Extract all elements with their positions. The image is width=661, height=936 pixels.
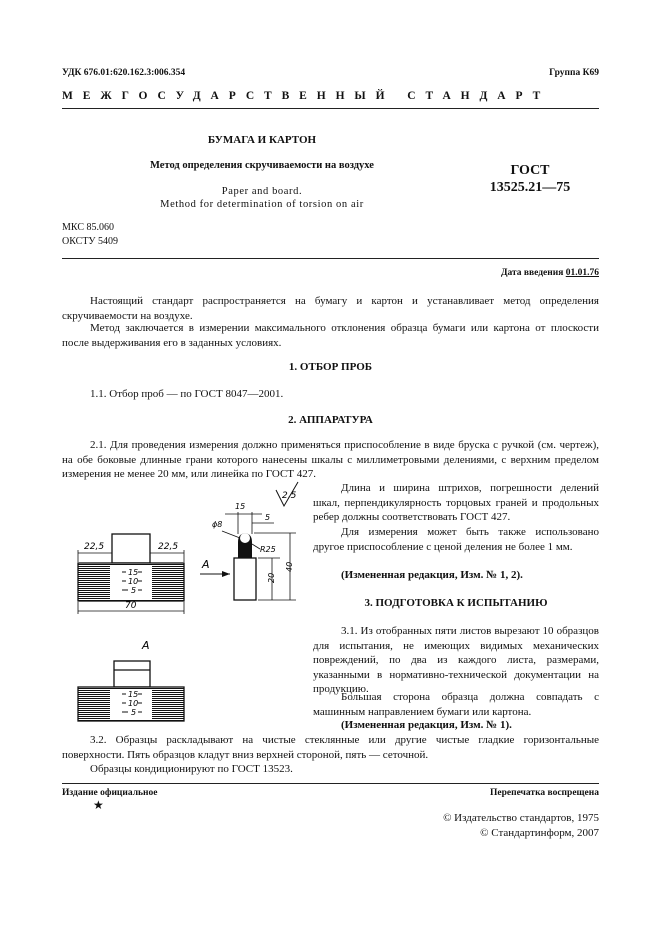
- clause-3-2: 3.2. Образцы раскладывают на чистые стеклянные или другие чистые гладкие горизонтальные поверхности. Пять образцов кладут вниз верхней стороной, пять — сеточной.: [62, 734, 599, 761]
- change-note-section-2: (Измененная редакция, Изм. № 1, 2).: [341, 569, 523, 581]
- doc-subtitle: Метод определения скручиваемости на воздухе: [150, 160, 374, 171]
- star-icon: ★: [93, 798, 104, 812]
- udk-code: УДК 676.01:620.162.3:006.354: [62, 68, 186, 78]
- footer-rule: [62, 783, 599, 784]
- change-note-section-3: (Измененная редакция, Изм. № 1).: [341, 719, 512, 731]
- gost-number: 13525.21—75: [489, 180, 571, 195]
- measuring-device-drawing: [62, 476, 310, 732]
- dim-radius: R25: [260, 545, 276, 554]
- scale-mark-5: 5: [131, 586, 137, 595]
- view-arrow-label: А: [202, 558, 210, 571]
- standard-banner: МЕЖГОСУДАРСТВЕННЫЙ СТАНДАРТ: [62, 90, 551, 102]
- dim-handle-offset: 5: [265, 513, 271, 522]
- clause-2-1: 2.1. Для проведения измерения должно применяться приспособление в виде бруска с ручкой (см. чертеж), на обе боковые длинные грани которого нанесены шкалы с миллиметровыми делениями, с верхним пределом измерения не менее 20 мм, или линейка по ГОСТ 427.: [62, 439, 599, 480]
- english-title-line2: Method for determination of torsion on air: [160, 199, 364, 210]
- clause-3-1-direction: Большая сторона образца должна совпадать с машинным направлением бумаги или картона.: [313, 691, 599, 718]
- okstu-code: ОКСТУ 5409: [62, 236, 119, 247]
- mks-code: МКС 85.060: [62, 222, 114, 233]
- intro-date-label: Дата введения: [500, 268, 564, 278]
- scale-mark-15: 15: [128, 568, 139, 577]
- section-3-title: 3. ПОДГОТОВКА К ИСПЫТАНИЮ: [364, 597, 548, 609]
- intro-date: [501, 268, 599, 278]
- device-bar-side: [234, 558, 256, 600]
- dim-left-offset: 22,5: [84, 542, 105, 552]
- intro-date-value: 01.01.76: [565, 268, 599, 278]
- dim-handle-width: 15: [235, 502, 246, 511]
- reprint-notice: Перепечатка воспрещена: [489, 788, 599, 798]
- copyright-standartinform: © Стандартинформ, 2007: [480, 827, 599, 839]
- section-1-title: 1. ОТБОР ПРОБ: [288, 361, 373, 373]
- title-rule: [62, 258, 599, 259]
- roughness-value: 2,5: [282, 491, 297, 501]
- dim-diameter: ϕ8: [212, 520, 223, 529]
- clause-3-1: 3.1. Из отобранных пяти листов вырезают 10 образцов для испытания, не имеющих видимых механических повреждений, по два из каждого листа, размерами, указанными в нормативно-технической документации на продукцию.: [313, 625, 599, 695]
- clause-3-2-conditioning: Образцы кондиционируют по ГОСТ 13523.: [90, 763, 293, 775]
- dim-total-height: 40: [285, 561, 294, 572]
- header-rule: [62, 108, 599, 109]
- dim-bar-height: 20: [267, 572, 276, 583]
- view-a-caption: А: [142, 639, 150, 652]
- dim-right-offset: 22,5: [158, 542, 179, 552]
- doc-title: БУМАГА И КАРТОН: [207, 134, 317, 146]
- official-edition: Издание официальное: [62, 788, 158, 798]
- device-handle-view-a: [114, 661, 150, 687]
- dim-total-length: 70: [125, 601, 137, 611]
- english-title-line1: Paper and board.: [221, 186, 303, 197]
- section-2-title: 2. АППАРАТУРА: [288, 414, 373, 426]
- view-a-mark-15: 15: [128, 690, 139, 699]
- copyright-publisher: © Издательство стандартов, 1975: [443, 812, 599, 824]
- scale-mark-10: 10: [128, 577, 139, 586]
- group-code: Группа К69: [549, 68, 599, 78]
- view-a-mark-10: 10: [128, 699, 139, 708]
- paragraph-scope: Настоящий стандарт распространяется на бумагу и картон и устанавливает метод определения скручиваемости на воздухе.: [62, 295, 599, 322]
- clause-2-1-alternative: Для измерения может быть также использовано другое приспособление с ценой деления не более 1 мм.: [313, 526, 599, 553]
- clause-1-1: 1.1. Отбор проб — по ГОСТ 8047—2001.: [90, 388, 284, 400]
- view-a-mark-5: 5: [131, 708, 137, 717]
- paragraph-method: Метод заключается в измерении максимального отклонения образца бумаги или картона от плоскости после выдерживания его в заданных условиях.: [62, 322, 599, 349]
- device-handle-front: [112, 534, 150, 563]
- gost-label: ГОСТ: [510, 163, 550, 178]
- clause-2-1-tolerance: Длина и ширина штрихов, погрешности делений шкал, перпендикулярность торцовых граней и продольных ребер должны соответствовать ГОСТ 427.: [313, 482, 599, 523]
